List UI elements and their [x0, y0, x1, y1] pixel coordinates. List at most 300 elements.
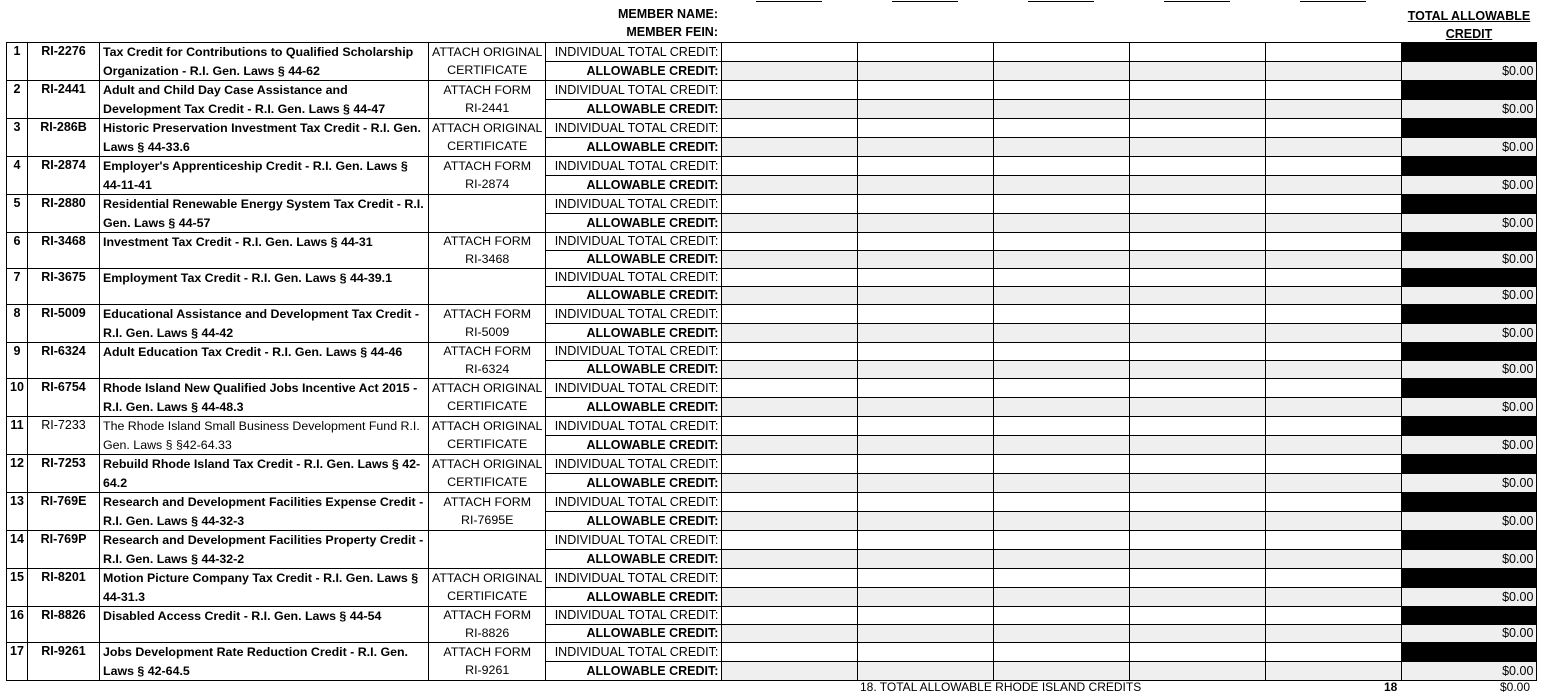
member-allowable-credit-cell[interactable] — [1266, 62, 1402, 81]
member-allowable-credit-cell[interactable] — [994, 474, 1130, 493]
form-code: RI-769E — [28, 493, 100, 531]
attach-instruction: ATTACH FORM — [429, 157, 546, 176]
member-allowable-credit-cell[interactable] — [1266, 251, 1402, 269]
member-allowable-credit-cell[interactable] — [858, 512, 994, 531]
member-individual-credit-cell[interactable] — [722, 157, 858, 176]
member-individual-credit-cell[interactable] — [858, 417, 994, 436]
member-individual-credit-cell[interactable] — [1266, 531, 1402, 550]
member-individual-credit-cell[interactable] — [858, 643, 994, 662]
member-allowable-credit-cell[interactable] — [994, 100, 1130, 119]
table-row — [7, 343, 1537, 361]
member-allowable-credit-cell[interactable] — [994, 512, 1130, 531]
member-allowable-credit-cell[interactable] — [994, 550, 1130, 569]
member-individual-credit-cell[interactable] — [994, 119, 1130, 138]
member-individual-credit-cell[interactable] — [722, 305, 858, 324]
line-number: 16 — [7, 607, 28, 643]
line-number: 1 — [7, 43, 28, 81]
member-individual-credit-cell[interactable] — [994, 233, 1130, 251]
member-individual-credit-cell[interactable] — [858, 569, 994, 588]
individual-total-credit-label: INDIVIDUAL TOTAL CREDIT: — [546, 157, 722, 176]
individual-total-credit-label: INDIVIDUAL TOTAL CREDIT: — [546, 343, 722, 361]
member-individual-credit-cell[interactable] — [1266, 305, 1402, 324]
member-allowable-credit-cell[interactable] — [722, 361, 858, 379]
attach-instruction: ATTACH FORM — [429, 493, 546, 512]
member-allowable-credit-cell[interactable] — [1266, 588, 1402, 607]
member-allowable-credit-cell[interactable] — [1266, 550, 1402, 569]
credit-description: Employment Tax Credit - R.I. Gen. Laws § 44-39.1 — [100, 269, 429, 305]
form-code: RI-2880 — [28, 195, 100, 233]
individual-total-credit-label: INDIVIDUAL TOTAL CREDIT: — [546, 417, 722, 436]
attach-instruction: ATTACH FORM — [429, 343, 546, 361]
credit-description: Motion Picture Company Tax Credit - R.I. Gen. Laws § 44-31.3 — [100, 569, 429, 607]
member-individual-credit-cell[interactable] — [1266, 343, 1402, 361]
attach-instruction: ATTACH ORIGINAL — [429, 119, 546, 138]
member-individual-credit-cell[interactable] — [722, 233, 858, 251]
allowable-credit-label: ALLOWABLE CREDIT: — [546, 324, 722, 343]
member-allowable-credit-cell[interactable] — [994, 62, 1130, 81]
attach-instruction: ATTACH ORIGINAL — [429, 455, 546, 474]
member-allowable-credit-cell[interactable] — [1130, 436, 1266, 455]
member-individual-credit-cell[interactable] — [994, 417, 1130, 436]
member-allowable-credit-cell[interactable] — [722, 176, 858, 195]
total-allowable-amount: $0.00 — [1402, 550, 1537, 569]
member-individual-credit-cell[interactable] — [1130, 157, 1266, 176]
member-column-rule — [1164, 1, 1230, 2]
attach-form: RI-2874 — [429, 176, 546, 195]
member-individual-credit-cell[interactable] — [858, 343, 994, 361]
member-individual-credit-cell[interactable] — [1266, 233, 1402, 251]
line-number: 13 — [7, 493, 28, 531]
member-allowable-credit-cell[interactable] — [1266, 214, 1402, 233]
form-code: RI-6324 — [28, 343, 100, 379]
allowable-credit-label: ALLOWABLE CREDIT: — [546, 361, 722, 379]
member-individual-credit-cell[interactable] — [1130, 493, 1266, 512]
total-allowable-amount: $0.00 — [1402, 512, 1537, 531]
member-allowable-credit-cell[interactable] — [994, 625, 1130, 643]
member-allowable-credit-cell[interactable] — [994, 251, 1130, 269]
member-allowable-credit-cell[interactable] — [858, 550, 994, 569]
table-row — [7, 195, 1537, 214]
member-allowable-credit-cell[interactable] — [722, 214, 858, 233]
member-allowable-credit-cell[interactable] — [1130, 287, 1266, 305]
form-code: RI-8826 — [28, 607, 100, 643]
member-individual-credit-cell[interactable] — [1266, 569, 1402, 588]
member-allowable-credit-cell[interactable] — [1130, 62, 1266, 81]
credit-description: Historic Preservation Investment Tax Credit - R.I. Gen. Laws § 44-33.6 — [100, 119, 429, 157]
attach-instruction: ATTACH ORIGINAL — [429, 417, 546, 436]
table-row — [7, 607, 1537, 625]
member-individual-credit-cell[interactable] — [994, 81, 1130, 100]
member-allowable-credit-cell[interactable] — [1130, 662, 1266, 681]
allowable-credit-label: ALLOWABLE CREDIT: — [546, 550, 722, 569]
individual-total-credit-label: INDIVIDUAL TOTAL CREDIT: — [546, 269, 722, 287]
member-individual-credit-cell[interactable] — [1130, 455, 1266, 474]
member-individual-credit-cell[interactable] — [1130, 233, 1266, 251]
line-number: 10 — [7, 379, 28, 417]
form-code: RI-7253 — [28, 455, 100, 493]
member-allowable-credit-cell[interactable] — [1130, 398, 1266, 417]
member-individual-credit-cell[interactable] — [994, 493, 1130, 512]
member-allowable-credit-cell[interactable] — [994, 398, 1130, 417]
table-row — [7, 643, 1537, 662]
blacked-out-cell — [1402, 643, 1537, 662]
member-column-rule — [1300, 1, 1366, 2]
member-allowable-credit-cell[interactable] — [722, 512, 858, 531]
member-allowable-credit-cell[interactable] — [722, 588, 858, 607]
member-individual-credit-cell[interactable] — [722, 43, 858, 62]
member-individual-credit-cell[interactable] — [1130, 305, 1266, 324]
member-individual-credit-cell[interactable] — [1130, 531, 1266, 550]
attach-instruction — [429, 531, 546, 550]
table-row — [7, 379, 1537, 398]
member-allowable-credit-cell[interactable] — [722, 287, 858, 305]
credits-table — [6, 42, 1537, 681]
member-allowable-credit-cell[interactable] — [994, 662, 1130, 681]
individual-total-credit-label: INDIVIDUAL TOTAL CREDIT: — [546, 195, 722, 214]
member-allowable-credit-cell[interactable] — [994, 324, 1130, 343]
member-individual-credit-cell[interactable] — [1130, 81, 1266, 100]
member-allowable-credit-cell[interactable] — [722, 436, 858, 455]
member-allowable-credit-cell[interactable] — [722, 662, 858, 681]
attach-instruction: ATTACH ORIGINAL — [429, 379, 546, 398]
member-individual-credit-cell[interactable] — [1266, 417, 1402, 436]
member-individual-credit-cell[interactable] — [722, 343, 858, 361]
blacked-out-cell — [1402, 305, 1537, 324]
attach-instruction: ATTACH FORM — [429, 607, 546, 625]
member-individual-credit-cell[interactable] — [858, 269, 994, 287]
credit-description: Rebuild Rhode Island Tax Credit - R.I. Gen. Laws § 42-64.2 — [100, 455, 429, 493]
attach-instruction: ATTACH ORIGINAL — [429, 43, 546, 62]
member-allowable-credit-cell[interactable] — [722, 62, 858, 81]
attach-form: RI-7695E — [429, 512, 546, 531]
member-individual-credit-cell[interactable] — [722, 455, 858, 474]
member-allowable-credit-cell[interactable] — [858, 62, 994, 81]
member-individual-credit-cell[interactable] — [858, 493, 994, 512]
member-allowable-credit-cell[interactable] — [1266, 176, 1402, 195]
member-allowable-credit-cell[interactable] — [858, 436, 994, 455]
member-allowable-credit-cell[interactable] — [994, 214, 1130, 233]
member-allowable-credit-cell[interactable] — [722, 474, 858, 493]
total-credits-amount: $0.00 — [1500, 680, 1531, 694]
total-allowable-amount: $0.00 — [1402, 625, 1537, 643]
member-individual-credit-cell[interactable] — [994, 531, 1130, 550]
member-individual-credit-cell[interactable] — [722, 119, 858, 138]
member-allowable-credit-cell[interactable] — [994, 588, 1130, 607]
member-allowable-credit-cell[interactable] — [1130, 588, 1266, 607]
member-individual-credit-cell[interactable] — [722, 569, 858, 588]
total-allowable-amount: $0.00 — [1402, 287, 1537, 305]
member-individual-credit-cell[interactable] — [858, 81, 994, 100]
attach-form: CERTIFICATE — [429, 398, 546, 417]
member-allowable-credit-cell[interactable] — [1266, 474, 1402, 493]
total-allowable-amount: $0.00 — [1402, 176, 1537, 195]
member-individual-credit-cell[interactable] — [1130, 195, 1266, 214]
form-code: RI-3675 — [28, 269, 100, 305]
member-allowable-credit-cell[interactable] — [858, 287, 994, 305]
member-individual-credit-cell[interactable] — [1130, 269, 1266, 287]
blacked-out-cell — [1402, 233, 1537, 251]
total-allowable-amount: $0.00 — [1402, 474, 1537, 493]
credit-description: Employer's Apprenticeship Credit - R.I. Gen. Laws § 44-11-41 — [100, 157, 429, 195]
member-allowable-credit-cell[interactable] — [1266, 138, 1402, 157]
attach-form: RI-2441 — [429, 100, 546, 119]
member-individual-credit-cell[interactable] — [994, 455, 1130, 474]
individual-total-credit-label: INDIVIDUAL TOTAL CREDIT: — [546, 607, 722, 625]
attach-form: CERTIFICATE — [429, 474, 546, 493]
member-column-rule — [892, 1, 958, 2]
member-allowable-credit-cell[interactable] — [994, 436, 1130, 455]
member-allowable-credit-cell[interactable] — [722, 251, 858, 269]
form-code: RI-769P — [28, 531, 100, 569]
line-number: 17 — [7, 643, 28, 681]
member-individual-credit-cell[interactable] — [1130, 379, 1266, 398]
member-allowable-credit-cell[interactable] — [1130, 176, 1266, 195]
member-individual-credit-cell[interactable] — [1130, 417, 1266, 436]
line-number: 6 — [7, 233, 28, 269]
member-allowable-credit-cell[interactable] — [1266, 287, 1402, 305]
total-allowable-amount: $0.00 — [1402, 398, 1537, 417]
member-individual-credit-cell[interactable] — [1266, 43, 1402, 62]
member-allowable-credit-cell[interactable] — [858, 361, 994, 379]
credit-description: Research and Development Facilities Expense Credit - R.I. Gen. Laws § 44-32-3 — [100, 493, 429, 531]
member-allowable-credit-cell[interactable] — [858, 138, 994, 157]
allowable-credit-label: ALLOWABLE CREDIT: — [546, 474, 722, 493]
credit-description: The Rhode Island Small Business Development Fund R.I. Gen. Laws § §42-64.33 — [100, 417, 429, 455]
member-individual-credit-cell[interactable] — [994, 569, 1130, 588]
member-individual-credit-cell[interactable] — [722, 643, 858, 662]
member-allowable-credit-cell[interactable] — [1130, 474, 1266, 493]
member-individual-credit-cell[interactable] — [994, 607, 1130, 625]
member-individual-credit-cell[interactable] — [994, 157, 1130, 176]
member-individual-credit-cell[interactable] — [1130, 43, 1266, 62]
member-individual-credit-cell[interactable] — [858, 43, 994, 62]
allowable-credit-label: ALLOWABLE CREDIT: — [546, 436, 722, 455]
member-allowable-credit-cell[interactable] — [722, 625, 858, 643]
total-allowable-amount: $0.00 — [1402, 662, 1537, 681]
member-individual-credit-cell[interactable] — [858, 531, 994, 550]
blacked-out-cell — [1402, 81, 1537, 100]
attach-form: CERTIFICATE — [429, 138, 546, 157]
attach-form — [429, 214, 546, 233]
member-allowable-credit-cell[interactable] — [722, 324, 858, 343]
member-individual-credit-cell[interactable] — [1130, 607, 1266, 625]
blacked-out-cell — [1402, 569, 1537, 588]
member-allowable-credit-cell[interactable] — [858, 214, 994, 233]
allowable-credit-label: ALLOWABLE CREDIT: — [546, 512, 722, 531]
member-individual-credit-cell[interactable] — [858, 379, 994, 398]
member-individual-credit-cell[interactable] — [858, 195, 994, 214]
member-allowable-credit-cell[interactable] — [722, 550, 858, 569]
attach-form: CERTIFICATE — [429, 436, 546, 455]
table-row — [7, 119, 1537, 138]
credit-description: Investment Tax Credit - R.I. Gen. Laws § 44-31 — [100, 233, 429, 269]
member-individual-credit-cell[interactable] — [1266, 607, 1402, 625]
form-code: RI-2441 — [28, 81, 100, 119]
member-individual-credit-cell[interactable] — [722, 607, 858, 625]
blacked-out-cell — [1402, 379, 1537, 398]
allowable-credit-label: ALLOWABLE CREDIT: — [546, 588, 722, 607]
member-individual-credit-cell[interactable] — [858, 233, 994, 251]
member-allowable-credit-cell[interactable] — [1130, 361, 1266, 379]
member-individual-credit-cell[interactable] — [994, 305, 1130, 324]
member-individual-credit-cell[interactable] — [994, 195, 1130, 214]
member-allowable-credit-cell[interactable] — [858, 398, 994, 417]
member-individual-credit-cell[interactable] — [994, 343, 1130, 361]
member-allowable-credit-cell[interactable] — [722, 100, 858, 119]
member-allowable-credit-cell[interactable] — [1266, 436, 1402, 455]
line-number: 5 — [7, 195, 28, 233]
attach-instruction: ATTACH FORM — [429, 81, 546, 100]
member-allowable-credit-cell[interactable] — [858, 100, 994, 119]
member-allowable-credit-cell[interactable] — [1130, 324, 1266, 343]
member-allowable-credit-cell[interactable] — [1266, 398, 1402, 417]
member-name-label: MEMBER NAME: — [618, 7, 718, 21]
member-allowable-credit-cell[interactable] — [858, 662, 994, 681]
member-individual-credit-cell[interactable] — [994, 379, 1130, 398]
member-individual-credit-cell[interactable] — [722, 493, 858, 512]
table-row — [7, 455, 1537, 474]
blacked-out-cell — [1402, 269, 1537, 287]
credit-description: Educational Assistance and Development Tax Credit - R.I. Gen. Laws § 44-42 — [100, 305, 429, 343]
total-allowable-amount: $0.00 — [1402, 100, 1537, 119]
line-number: 4 — [7, 157, 28, 195]
member-individual-credit-cell[interactable] — [722, 379, 858, 398]
attach-form: RI-6324 — [429, 361, 546, 379]
credit-description: Tax Credit for Contributions to Qualified Scholarship Organization - R.I. Gen. Laws § 44-62 — [100, 43, 429, 81]
credit-description: Adult and Child Day Case Assistance and Development Tax Credit - R.I. Gen. Laws § 44-47 — [100, 81, 429, 119]
member-allowable-credit-cell[interactable] — [994, 138, 1130, 157]
attach-instruction: ATTACH FORM — [429, 643, 546, 662]
individual-total-credit-label: INDIVIDUAL TOTAL CREDIT: — [546, 43, 722, 62]
total-allowable-amount: $0.00 — [1402, 324, 1537, 343]
member-column-rule — [756, 1, 822, 2]
form-code: RI-6754 — [28, 379, 100, 417]
member-individual-credit-cell[interactable] — [858, 607, 994, 625]
member-allowable-credit-cell[interactable] — [994, 287, 1130, 305]
member-individual-credit-cell[interactable] — [1266, 379, 1402, 398]
member-allowable-credit-cell[interactable] — [858, 176, 994, 195]
table-row — [7, 269, 1537, 287]
member-allowable-credit-cell[interactable] — [1130, 214, 1266, 233]
member-allowable-credit-cell[interactable] — [858, 588, 994, 607]
individual-total-credit-label: INDIVIDUAL TOTAL CREDIT: — [546, 493, 722, 512]
member-allowable-credit-cell[interactable] — [858, 625, 994, 643]
attach-form: RI-5009 — [429, 324, 546, 343]
credit-description: Research and Development Facilities Property Credit - R.I. Gen. Laws § 44-32-2 — [100, 531, 429, 569]
individual-total-credit-label: INDIVIDUAL TOTAL CREDIT: — [546, 119, 722, 138]
member-allowable-credit-cell[interactable] — [1266, 625, 1402, 643]
individual-total-credit-label: INDIVIDUAL TOTAL CREDIT: — [546, 305, 722, 324]
total-allowable-amount: $0.00 — [1402, 62, 1537, 81]
allowable-credit-label: ALLOWABLE CREDIT: — [546, 625, 722, 643]
member-individual-credit-cell[interactable] — [1266, 493, 1402, 512]
form-code: RI-8201 — [28, 569, 100, 607]
member-individual-credit-cell[interactable] — [994, 269, 1130, 287]
member-individual-credit-cell[interactable] — [1266, 195, 1402, 214]
table-row — [7, 81, 1537, 100]
member-individual-credit-cell[interactable] — [1266, 157, 1402, 176]
member-individual-credit-cell[interactable] — [994, 43, 1130, 62]
attach-form: RI-9261 — [429, 662, 546, 681]
table-row — [7, 305, 1537, 324]
member-individual-credit-cell[interactable] — [722, 195, 858, 214]
member-allowable-credit-cell[interactable] — [994, 361, 1130, 379]
blacked-out-cell — [1402, 157, 1537, 176]
member-column-rule — [1028, 1, 1094, 2]
member-individual-credit-cell[interactable] — [722, 269, 858, 287]
allowable-credit-label: ALLOWABLE CREDIT: — [546, 662, 722, 681]
line-number: 2 — [7, 81, 28, 119]
line-number: 15 — [7, 569, 28, 607]
member-allowable-credit-cell[interactable] — [722, 398, 858, 417]
member-individual-credit-cell[interactable] — [1266, 81, 1402, 100]
member-individual-credit-cell[interactable] — [994, 643, 1130, 662]
blacked-out-cell — [1402, 417, 1537, 436]
member-individual-credit-cell[interactable] — [1130, 569, 1266, 588]
credit-description: Jobs Development Rate Reduction Credit - R.I. Gen. Laws § 42-64.5 — [100, 643, 429, 681]
member-individual-credit-cell[interactable] — [1130, 643, 1266, 662]
member-individual-credit-cell[interactable] — [1266, 119, 1402, 138]
line-number: 14 — [7, 531, 28, 569]
total-allowable-amount: $0.00 — [1402, 214, 1537, 233]
total-allowable-credit-header: TOTAL ALLOWABLE CREDIT — [1407, 9, 1531, 41]
member-allowable-credit-cell[interactable] — [1130, 625, 1266, 643]
member-allowable-credit-cell[interactable] — [858, 251, 994, 269]
member-allowable-credit-cell[interactable] — [1266, 662, 1402, 681]
table-row — [7, 43, 1537, 62]
table-row — [7, 493, 1537, 512]
member-individual-credit-cell[interactable] — [1266, 269, 1402, 287]
member-individual-credit-cell[interactable] — [1130, 119, 1266, 138]
allowable-credit-label: ALLOWABLE CREDIT: — [546, 251, 722, 269]
member-allowable-credit-cell[interactable] — [1130, 512, 1266, 531]
table-row — [7, 233, 1537, 251]
table-row — [7, 569, 1537, 588]
attach-instruction: ATTACH ORIGINAL — [429, 569, 546, 588]
member-individual-credit-cell[interactable] — [1130, 343, 1266, 361]
member-individual-credit-cell[interactable] — [858, 157, 994, 176]
allowable-credit-label: ALLOWABLE CREDIT: — [546, 398, 722, 417]
member-individual-credit-cell[interactable] — [722, 417, 858, 436]
member-individual-credit-cell[interactable] — [722, 531, 858, 550]
member-allowable-credit-cell[interactable] — [1130, 100, 1266, 119]
individual-total-credit-label: INDIVIDUAL TOTAL CREDIT: — [546, 531, 722, 550]
member-allowable-credit-cell[interactable] — [1130, 138, 1266, 157]
member-allowable-credit-cell[interactable] — [858, 324, 994, 343]
total-credits-line-number: 18 — [1384, 680, 1398, 694]
member-allowable-credit-cell[interactable] — [994, 176, 1130, 195]
member-individual-credit-cell[interactable] — [858, 305, 994, 324]
member-individual-credit-cell[interactable] — [1266, 455, 1402, 474]
table-row — [7, 417, 1537, 436]
allowable-credit-label: ALLOWABLE CREDIT: — [546, 176, 722, 195]
member-individual-credit-cell[interactable] — [1266, 643, 1402, 662]
credit-description: Rhode Island New Qualified Jobs Incentive Act 2015 - R.I. Gen. Laws § 44-48.3 — [100, 379, 429, 417]
member-allowable-credit-cell[interactable] — [858, 474, 994, 493]
member-allowable-credit-cell[interactable] — [1266, 100, 1402, 119]
individual-total-credit-label: INDIVIDUAL TOTAL CREDIT: — [546, 81, 722, 100]
member-individual-credit-cell[interactable] — [722, 81, 858, 100]
member-allowable-credit-cell[interactable] — [1130, 550, 1266, 569]
total-allowable-amount: $0.00 — [1402, 138, 1537, 157]
member-allowable-credit-cell[interactable] — [1266, 324, 1402, 343]
member-allowable-credit-cell[interactable] — [1266, 361, 1402, 379]
member-individual-credit-cell[interactable] — [858, 455, 994, 474]
member-individual-credit-cell[interactable] — [858, 119, 994, 138]
member-allowable-credit-cell[interactable] — [722, 138, 858, 157]
member-allowable-credit-cell[interactable] — [1266, 512, 1402, 531]
member-allowable-credit-cell[interactable] — [1130, 251, 1266, 269]
